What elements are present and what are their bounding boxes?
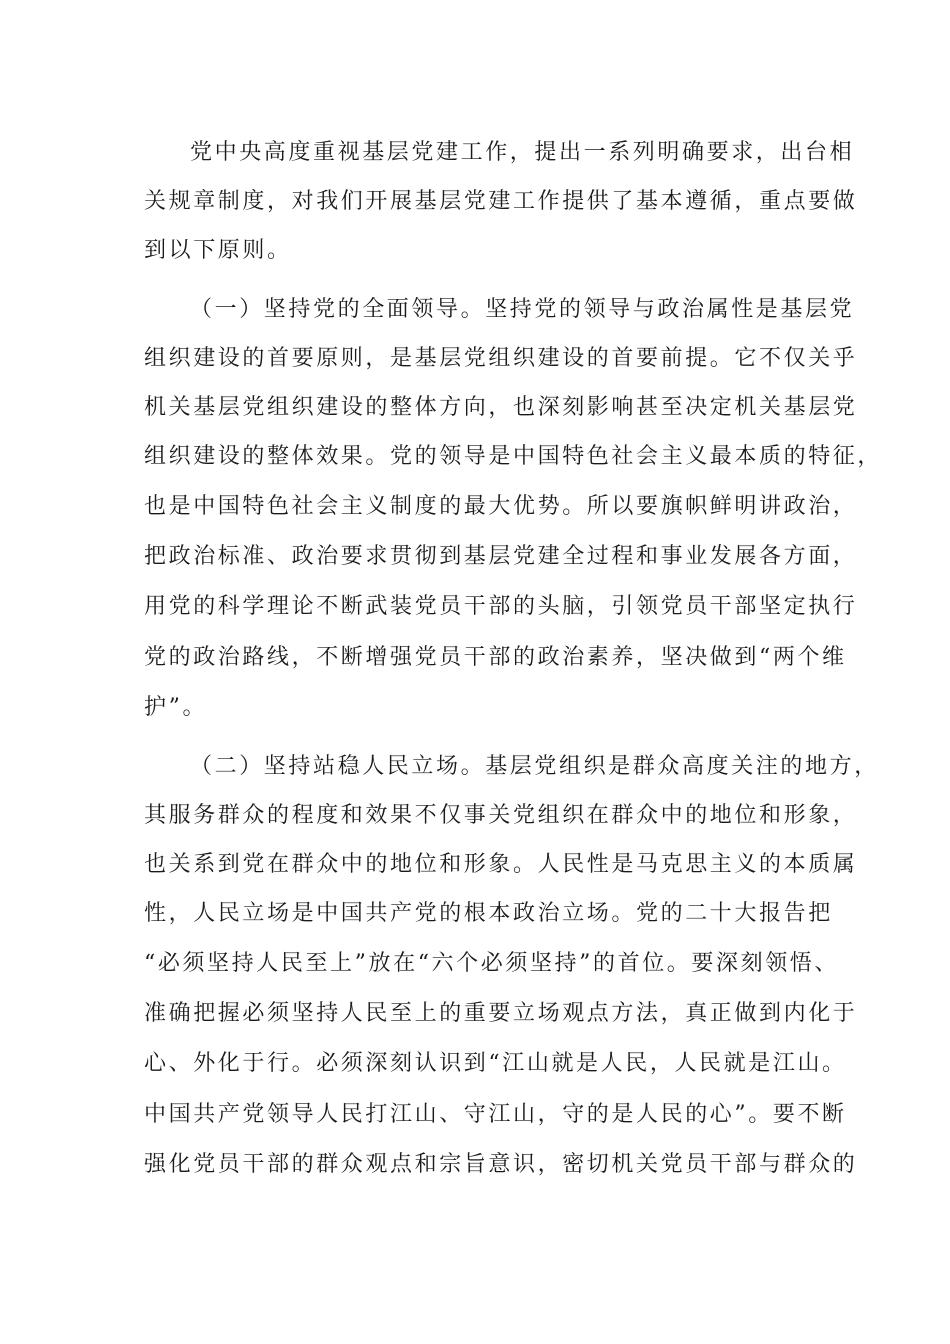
paragraph-3-line-4: 性，人民立场是中国共产党的根本政治立场。党的二十大报告把	[144, 901, 833, 926]
paragraph-2-line-4: 组织建设的整体效果。党的领导是中国特色社会主义最本质的特征，	[144, 444, 883, 469]
paragraph-2-line-9: 护”。	[144, 695, 208, 720]
paragraph-3-line-2: 其服务群众的程度和效果不仅事关党组织在群众中的地位和形象，	[144, 803, 858, 828]
paragraph-2-line-6: 把政治标准、政治要求贯彻到基层党建全过程和事业发展各方面，	[144, 544, 858, 569]
paragraph-3-line-8: 中国共产党领导人民打江山、守江山，守的是人民的心”。要不断	[144, 1102, 847, 1127]
paragraph-1-line-3: 到以下原则。	[144, 238, 292, 263]
paragraph-2-line-1: （一）坚持党的全面领导。坚持党的领导与政治属性是基层党	[190, 297, 855, 322]
paragraph-3-line-7: 心、外化于行。必须深刻认识到“江山就是人民，人民就是江山。	[144, 1051, 847, 1076]
paragraph-3-line-9: 强化党员干部的群众观点和宗旨意识，密切机关党员干部与群众的	[144, 1152, 858, 1177]
paragraph-2-line-2: 组织建设的首要原则，是基层党组织建设的首要前提。它不仅关乎	[144, 346, 858, 371]
paragraph-3-line-1: （二）坚持站稳人民立场。基层党组织是群众高度关注的地方，	[190, 754, 879, 779]
paragraph-2-line-8: 党的政治路线，不断增强党员干部的政治素养，坚决做到“两个维	[144, 645, 847, 670]
paragraph-2-line-7: 用党的科学理论不断武装党员干部的头脑，引领党员干部坚定执行	[144, 594, 858, 619]
paragraph-1-line-2: 关规章制度，对我们开展基层党建工作提供了基本遵循，重点要做	[144, 189, 858, 214]
paragraph-3-line-6: 准确把握必须坚持人民至上的重要立场观点方法，真正做到内化于	[144, 1001, 858, 1026]
paragraph-2-line-5: 也是中国特色社会主义制度的最大优势。所以要旗帜鲜明讲政治，	[144, 494, 858, 519]
paragraph-1-line-1: 党中央高度重视基层党建工作，提出一系列明确要求，出台相	[190, 140, 855, 165]
paragraph-3-line-5: “必须坚持人民至上”放在“六个必须坚持”的首位。要深刻领悟、	[144, 951, 839, 976]
paragraph-2-line-3: 机关基层党组织建设的整体方向，也深刻影响甚至决定机关基层党	[144, 395, 858, 420]
paragraph-3-line-3: 也关系到党在群众中的地位和形象。人民性是马克思主义的本质属	[144, 852, 858, 877]
